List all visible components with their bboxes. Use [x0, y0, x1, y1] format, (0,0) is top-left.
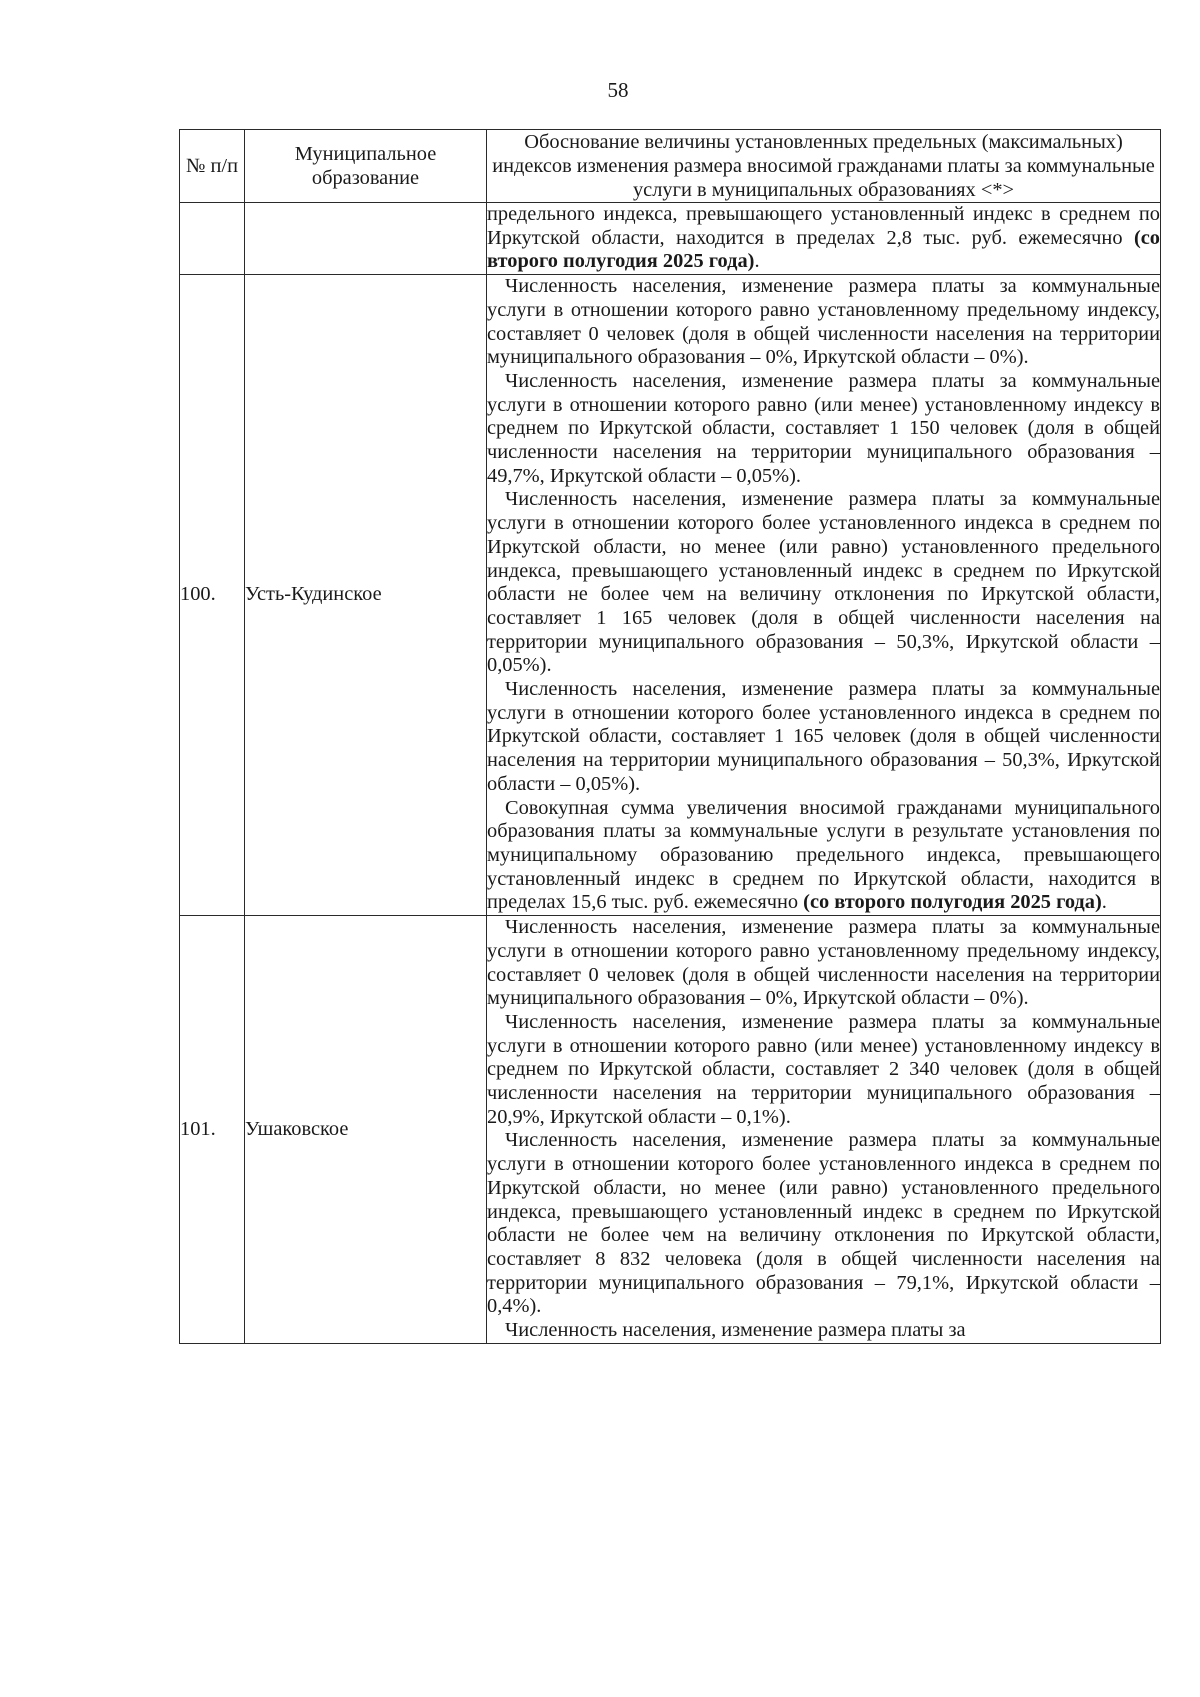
table-row	[180, 275, 1161, 916]
continuation-text: предельного индекса, превышающего установленный индекс в среднем по Иркутской области, находится в пределах 2,8 тыс. руб. ежемесячно	[487, 203, 1160, 249]
paragraph: Численность населения, изменение размера платы за коммунальные услуги в отношении которого более установленного индекса в среднем по Иркутской области, но менее (или равно) установленного предельного индекса, превышающего установленный индекс в среднем по Иркутской области не более чем на величину отклонения по Иркутской области, составляет 8 832 человека (доля в общей численности населения на территории муниципального образования – 79,1%, Иркутской области – 0,4%).	[487, 1129, 1160, 1318]
continuation-bold: (со второго полугодия 2025 года)	[487, 226, 1160, 273]
continuation-text-cell	[487, 203, 1161, 275]
summary-text: Совокупная сумма увеличения вносимой гражданами муниципального образования платы за коммунальные услуги в результате установления по муниципальному образованию предельного индекса, превышающего установленный индекс в среднем по Иркутской области, находится в пределах 15,6 тыс. руб. ежемесячно	[487, 796, 1160, 914]
header-municipality: Муниципальное образование	[245, 130, 487, 203]
row-justification	[487, 275, 1161, 916]
continuation-paragraph	[487, 203, 1160, 274]
summary-paragraph	[487, 797, 1160, 916]
summary-bold: (со второго полугодия 2025 года)	[803, 891, 1102, 914]
row-municipality: Усть-Кудинское	[245, 275, 487, 916]
municipal-index-table	[179, 129, 1161, 1344]
row-justification	[487, 916, 1161, 1344]
table-header-row	[180, 130, 1161, 203]
paragraph: Численность населения, изменение размера платы за коммунальные услуги в отношении которого равно установленному предельному индексу, составляет 0 человек (доля в общей численности населения на территории муниципального образования – 0%, Иркутской области – 0%).	[487, 275, 1160, 369]
paragraph: Численность населения, изменение размера платы за коммунальные услуги в отношении которого равно (или менее) установленному индексу в среднем по Иркутской области, составляет 2 340 человек (доля в общей численности населения на территории муниципального образования – 20,9%, Иркутской области – 0,1%).	[487, 1010, 1160, 1128]
continuation-tail: .	[754, 250, 760, 273]
row-number: 101.	[180, 916, 245, 1344]
paragraph: Численность населения, изменение размера платы за	[505, 1319, 966, 1342]
row-number: 100.	[180, 275, 245, 916]
paragraph: Численность населения, изменение размера платы за коммунальные услуги в отношении которого равно установленному предельному индексу, составляет 0 человек (доля в общей численности населения на территории муниципального образования – 0%, Иркутской области – 0%).	[487, 916, 1160, 1010]
page-number: 58	[607, 78, 629, 102]
table-row-continuation	[180, 203, 1161, 275]
header-number: № п/п	[180, 130, 245, 203]
summary-tail: .	[1101, 891, 1107, 914]
paragraph: Численность населения, изменение размера платы за коммунальные услуги в отношении которого более установленного индекса в среднем по Иркутской области, составляет 1 165 человек (доля в общей численности населения на территории муниципального образования – 50,3%, Иркутской области – 0,05%).	[487, 678, 1160, 795]
table-row	[180, 916, 1161, 1344]
row-municipality: Ушаковское	[245, 916, 487, 1344]
paragraph: Численность населения, изменение размера платы за коммунальные услуги в отношении которого более установленного индекса в среднем по Иркутской области, но менее (или равно) установленного предельного индекса, превышающего установленный индекс в среднем по Иркутской области не более чем на величину отклонения по Иркутской области, составляет 1 165 человек (доля в общей численности населения на территории муниципального образования – 50,3%, Иркутской области – 0,05%).	[487, 488, 1160, 677]
header-justification-text: Обоснование величины установленных предельных (максимальных) индексов изменения размера вносимой гражданами платы за коммунальные услуги в муниципальных образованиях <*>	[492, 131, 1155, 201]
header-justification	[487, 130, 1161, 203]
paragraph: Численность населения, изменение размера платы за коммунальные услуги в отношении которого равно (или менее) установленному индексу в среднем по Иркутской области, составляет 1 150 человек (доля в общей численности населения на территории муниципального образования – 49,7%, Иркутской области – 0,05%).	[487, 369, 1160, 487]
continuation-number-cell	[180, 203, 245, 275]
continuation-municipality-cell	[245, 203, 487, 275]
